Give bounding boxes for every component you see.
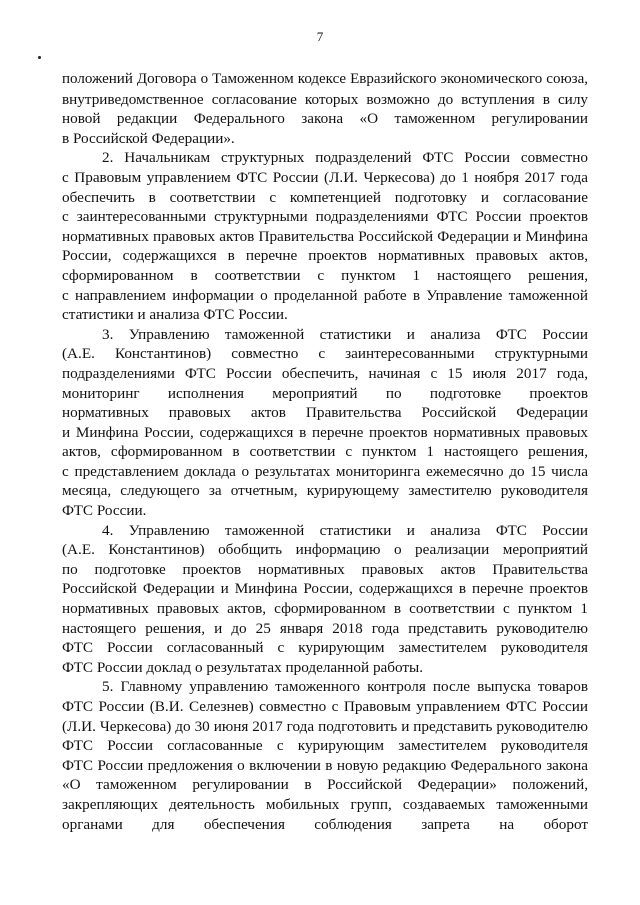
text-line: настоящего решения, и до 25 января 2018 года представить руководителю: [62, 619, 588, 637]
text-line: ФТС России согласованный с курирующим заместителем руководителя: [62, 639, 588, 657]
text-line: месяца, следующего за отчетным, курирующему заместителю руководителя: [62, 482, 588, 500]
text-line: 4. Управлению таможенной статистики и анализа ФТС России: [102, 521, 588, 539]
paragraph-item-2: [62, 148, 588, 324]
text-line: с Правовым управлением ФТС России (Л.И. Черкесова) до 1 ноября 2017 года: [62, 168, 588, 186]
text-line: с представлением доклада о результатах мониторинга ежемесячно до 15 числа: [62, 462, 588, 480]
text-line: мониторинг исполнения мероприятий по подготовке проектов: [62, 384, 588, 402]
text-line: закрепляющих деятельность мобильных групп, создаваемых таможенными: [62, 795, 588, 813]
text-line: ФТС России (В.И. Селезнев) совместно с Правовым управлением ФТС России: [62, 698, 588, 715]
text-line: нормативных правовых актов, сформированном в соответствии с пунктом 1: [62, 600, 588, 618]
text-line: с направлением информации о проделанной работе в Управление таможенной: [62, 286, 588, 304]
text-line: ФТС России предложения о включении в новую редакцию Федерального закона: [62, 756, 588, 774]
scan-speck: [38, 56, 41, 59]
text-line: в Российской Федерации».: [62, 129, 235, 147]
text-line: 5. Главному управлению таможенного контроля после выпуска товаров: [102, 678, 588, 696]
text-line: обеспечить в соответствии с компетенцией подготовку и согласование: [62, 188, 588, 206]
paragraph-continuation: [62, 70, 588, 148]
text-line: органами для обеспечения соблюдения запрета на оборот: [62, 815, 588, 833]
text-line: России, содержащихся в перечне проектов нормативных правовых актов,: [62, 247, 588, 265]
text-line: новой редакции Федерального закона «О таможенном регулировании: [62, 110, 588, 128]
paragraph-item-4: [62, 521, 588, 678]
text-line: по подготовке проектов нормативных правовых актов Правительства: [62, 560, 588, 578]
text-line: нормативных правовых актов Правительства Российской Федерации и Минфина: [62, 227, 588, 245]
document-body: [62, 70, 588, 834]
text-line: (А.Е. Константинов) совместно с заинтересованными структурными: [62, 345, 588, 363]
text-line: нормативных правовых актов Правительства Российской Федерации: [62, 404, 588, 422]
text-line: 2. Начальникам структурных подразделений ФТС России совместно: [102, 149, 588, 167]
paragraph-item-3: [62, 325, 588, 521]
text-line: ФТС России доклад о результатах проделанной работы.: [62, 658, 424, 676]
text-line: актов, сформированном в соответствии с пунктом 1 настоящего решения,: [62, 443, 588, 461]
text-line: 3. Управлению таможенной статистики и анализа ФТС России: [102, 325, 588, 343]
text-line: подразделениями ФТС России обеспечить, начиная с 15 июля 2017 года,: [62, 364, 588, 382]
text-line: статистики и анализа ФТС России.: [62, 306, 288, 324]
text-line: (Л.И. Черкесова) до 30 июня 2017 года подготовить и представить руководителю: [62, 717, 588, 735]
text-line: с заинтересованными структурными подразделениями ФТС России проектов: [62, 208, 588, 226]
text-line: ФТС России.: [62, 502, 147, 520]
text-line: и Минфина России, содержащихся в перечне проектов нормативных правовых: [62, 423, 588, 441]
text-line: сформированном в соответствии с пунктом 1 настоящего решения,: [62, 266, 588, 284]
text-line: (А.Е. Константинов) обобщить информацию о реализации мероприятий: [62, 541, 588, 559]
paragraph-item-5: [62, 677, 588, 834]
text-line: ФТС России согласованные с курирующим заместителем руководителя: [62, 737, 588, 755]
page-number: 7: [316, 29, 324, 44]
text-line: внутриведомственное согласование которых возможно до вступления в силу: [62, 90, 588, 108]
text-line: «О таможенном регулировании в Российской Федерации» положений,: [62, 776, 588, 794]
text-line: положений Договора о Таможенном кодексе Евразийского экономического союза,: [62, 71, 588, 87]
text-line: Российской Федерации и Минфина России, содержащихся в перечне проектов: [62, 580, 588, 598]
